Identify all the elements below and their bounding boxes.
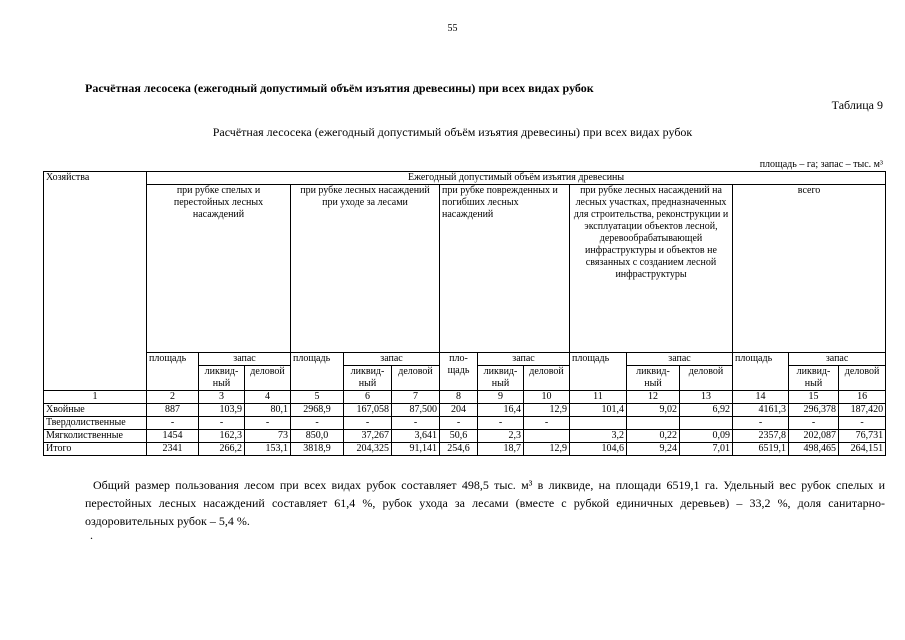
table-cell: 264,151	[839, 443, 886, 456]
table-cell: 16,4	[478, 404, 524, 417]
table-cell: 101,4	[570, 404, 627, 417]
table-cell: 0,22	[627, 430, 680, 443]
column-number-cell: 1	[44, 391, 147, 404]
column-number-cell: 7	[392, 391, 440, 404]
table-row	[44, 417, 886, 430]
table-cell: -	[245, 417, 291, 430]
table-cell: -	[291, 417, 344, 430]
table-cell: 91,141	[392, 443, 440, 456]
summary-paragraph	[85, 476, 885, 530]
trailing-dot: .	[90, 528, 93, 542]
column-number-cell: 15	[789, 391, 839, 404]
table-cell: 254,6	[440, 443, 478, 456]
table-cell: -	[524, 417, 570, 430]
column-number-cell: 12	[627, 391, 680, 404]
header-row-1	[44, 172, 886, 185]
table-cell: 3818,9	[291, 443, 344, 456]
table-number: Таблица 9	[831, 98, 883, 112]
table-cell	[627, 417, 680, 430]
column-number-cell: 5	[291, 391, 344, 404]
cutting-table	[43, 171, 886, 456]
column-number-cell: 2	[147, 391, 199, 404]
header-liquid: ликвид-ный	[789, 366, 839, 391]
table-row	[44, 404, 886, 417]
column-number-cell: 9	[478, 391, 524, 404]
table-cell: 12,9	[524, 443, 570, 456]
column-number-cell: 11	[570, 391, 627, 404]
header-farm: Хозяйства	[44, 172, 147, 391]
table-cell	[570, 417, 627, 430]
table-cell: 3,641	[392, 430, 440, 443]
column-number-row	[44, 391, 886, 404]
table-cell: -	[789, 417, 839, 430]
table-cell: 6,92	[680, 404, 733, 417]
header-mature: при рубке спелых и перестойных лесных насаждений	[147, 185, 291, 353]
table-cell: 6519,1	[733, 443, 789, 456]
column-number-cell: 10	[524, 391, 570, 404]
column-number-cell: 16	[839, 391, 886, 404]
table-cell: 153,1	[245, 443, 291, 456]
header-area: площадь	[291, 353, 344, 391]
table-cell: -	[392, 417, 440, 430]
table-cell: -	[147, 417, 199, 430]
table-cell: 9,24	[627, 443, 680, 456]
table-cell: 18,7	[478, 443, 524, 456]
section-heading: Расчётная лесосека (ежегодный допустимый объём изъятия древесины) при всех видах рубок	[85, 81, 594, 95]
header-liquid: ликвид-ный	[344, 366, 392, 391]
header-area: пло-щадь	[440, 353, 478, 391]
table-cell: 104,6	[570, 443, 627, 456]
table-cell: 76,731	[839, 430, 886, 443]
table-cell	[524, 430, 570, 443]
table-cell: -	[344, 417, 392, 430]
header-stock: запас	[478, 353, 570, 366]
table-cell	[680, 417, 733, 430]
table-cell: 37,267	[344, 430, 392, 443]
table-cell: 3,2	[570, 430, 627, 443]
units-note: площадь – га; запас – тыс. м³	[759, 159, 883, 170]
page-number: 55	[447, 23, 458, 34]
table-cell: 204,325	[344, 443, 392, 456]
table-row	[44, 430, 886, 443]
header-business: деловой	[392, 366, 440, 391]
header-stock: запас	[199, 353, 291, 366]
table-cell: -	[839, 417, 886, 430]
table-cell: 850,0	[291, 430, 344, 443]
header-group: Ежегодный допустимый объём изъятия древесины	[147, 172, 886, 185]
table-cell: -	[440, 417, 478, 430]
row-name: Мягколиственные	[44, 430, 147, 443]
table-cell: 7,01	[680, 443, 733, 456]
table-cell: 80,1	[245, 404, 291, 417]
table-cell: 187,420	[839, 404, 886, 417]
table-cell: 9,02	[627, 404, 680, 417]
table-cell: 204	[440, 404, 478, 417]
table-cell: 167,058	[344, 404, 392, 417]
header-stock: запас	[789, 353, 886, 366]
table-cell: 73	[245, 430, 291, 443]
header-thinning: при рубке лесных насаждений при уходе за лесами	[291, 185, 440, 353]
table-cell: 2,3	[478, 430, 524, 443]
column-number-cell: 13	[680, 391, 733, 404]
table-cell: 887	[147, 404, 199, 417]
summary-text: Общий размер пользования лесом при всех видах рубок составляет 498,5 тыс. м³ в ликвиде, на площади 6519,1 га. Удельный вес рубок спелых и перестойных лесных насаждений составляет 61,4 %, рубок ухода за лесами (вместе с рубкой единичных деревьев) – 33,2 %, доля санитарно-оздоровительных рубок – 5,4 %.	[85, 478, 885, 528]
header-infrastructure: при рубке лесных насаждений на лесных участках, предназначенных для строительства, реконструкции и эксплуатации объектов лесной, деревообрабатывающей инфраструктуры и объектов не связанных с созданием лесной инфраструктуры	[570, 185, 733, 353]
table-cell: 87,500	[392, 404, 440, 417]
header-damaged: при рубке поврежденных и погибших лесных насаждений	[440, 185, 570, 353]
row-name: Твердолиственные	[44, 417, 147, 430]
table-cell: 498,465	[789, 443, 839, 456]
header-stock: запас	[627, 353, 733, 366]
table-cell: 103,9	[199, 404, 245, 417]
header-business: деловой	[524, 366, 570, 391]
table-cell: 162,3	[199, 430, 245, 443]
table-cell: 4161,3	[733, 404, 789, 417]
header-business: деловой	[245, 366, 291, 391]
header-area: площадь	[733, 353, 789, 391]
header-area: площадь	[147, 353, 199, 391]
table-cell: -	[478, 417, 524, 430]
table-cell: 1454	[147, 430, 199, 443]
header-stock: запас	[344, 353, 440, 366]
table-cell: 202,087	[789, 430, 839, 443]
row-name: Итого	[44, 443, 147, 456]
table-cell: 266,2	[199, 443, 245, 456]
column-number-cell: 3	[199, 391, 245, 404]
column-number-cell: 6	[344, 391, 392, 404]
header-total: всего	[733, 185, 886, 353]
header-business: деловой	[839, 366, 886, 391]
table-cell: -	[199, 417, 245, 430]
row-name: Хвойные	[44, 404, 147, 417]
table-cell: 12,9	[524, 404, 570, 417]
header-liquid: ликвид-ный	[478, 366, 524, 391]
table-caption: Расчётная лесосека (ежегодный допустимый объём изъятия древесины) при всех видах рубок	[212, 125, 693, 139]
header-area: площадь	[570, 353, 627, 391]
table-cell: 0,09	[680, 430, 733, 443]
table-row	[44, 443, 886, 456]
header-liquid: ликвид-ный	[627, 366, 680, 391]
table-cell: 2341	[147, 443, 199, 456]
table-cell: 296,378	[789, 404, 839, 417]
header-business: деловой	[680, 366, 733, 391]
column-number-cell: 8	[440, 391, 478, 404]
table-cell: 2357,8	[733, 430, 789, 443]
header-row-3	[44, 353, 886, 366]
column-number-cell: 4	[245, 391, 291, 404]
header-row-2	[44, 185, 886, 353]
table-cell: 2968,9	[291, 404, 344, 417]
column-number-cell: 14	[733, 391, 789, 404]
header-liquid: ликвид-ный	[199, 366, 245, 391]
table-cell: 50,6	[440, 430, 478, 443]
table-cell: -	[733, 417, 789, 430]
